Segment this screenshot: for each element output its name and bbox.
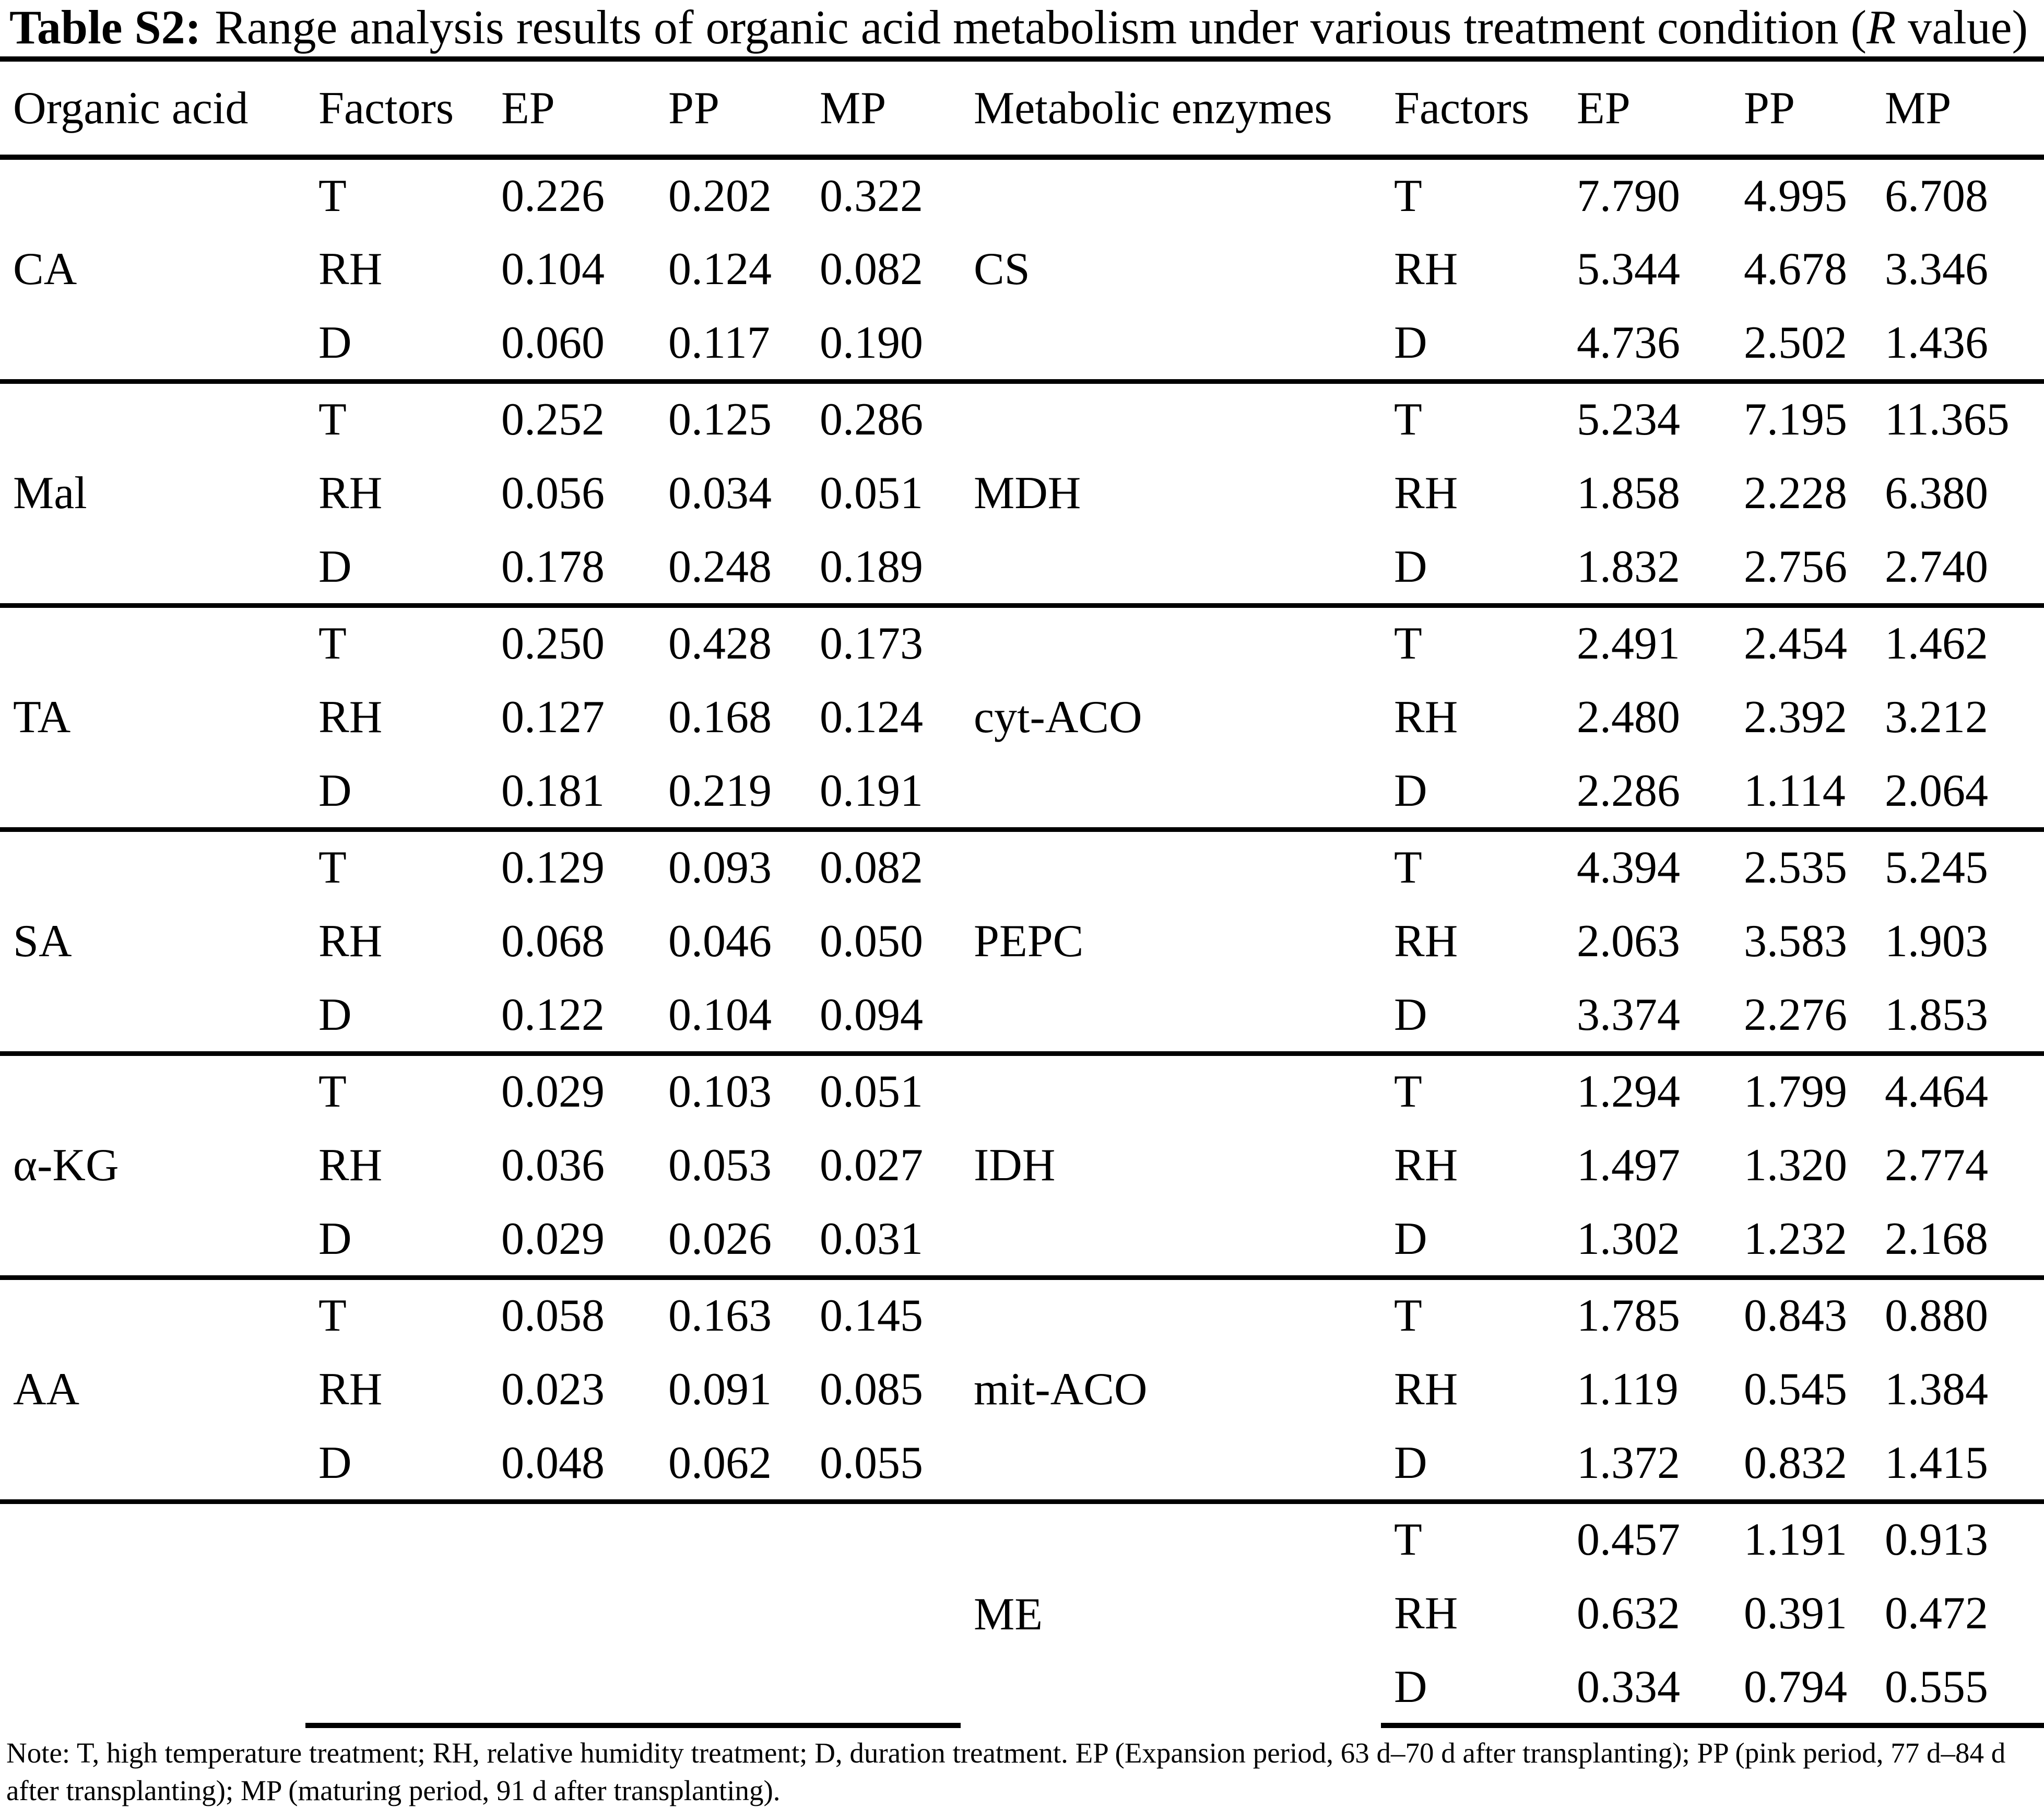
factor-cell: D bbox=[318, 1213, 352, 1264]
value-cell: 0.334 bbox=[1564, 1651, 1731, 1725]
table-title-label: Table S2: bbox=[9, 1, 202, 54]
value-cell: 0.168 bbox=[668, 692, 772, 743]
value-cell: 2.168 bbox=[1885, 1213, 1988, 1264]
factor-cell: D bbox=[318, 989, 352, 1040]
value-cell: 0.191 bbox=[820, 765, 923, 816]
factor-cell: RH bbox=[1394, 1364, 1458, 1415]
value-cell: 0.391 bbox=[1744, 1588, 1847, 1639]
value-cell: 6.380 bbox=[1885, 468, 1988, 519]
value-cell: 0.125 bbox=[655, 381, 807, 456]
factor-cell: D bbox=[1394, 765, 1427, 816]
organic-acid-label: SA bbox=[0, 829, 305, 1053]
organic-acid-label: Mal bbox=[0, 381, 305, 605]
value-cell: 4.678 bbox=[1744, 244, 1847, 295]
value-cell: 0.555 bbox=[1872, 1651, 2044, 1725]
factor-cell: RH bbox=[1394, 692, 1458, 743]
value-cell: 1.114 bbox=[1744, 765, 1846, 816]
organic-acid-label: AA bbox=[0, 1277, 305, 1501]
factor-cell: RH bbox=[318, 692, 383, 743]
value-cell: 0.832 bbox=[1744, 1437, 1847, 1488]
value-cell: 0.082 bbox=[807, 829, 961, 904]
value-cell: 0.053 bbox=[668, 1140, 772, 1191]
value-cell: 0.029 bbox=[501, 1213, 605, 1264]
value-cell: 0.124 bbox=[820, 692, 923, 743]
value-cell: 0.190 bbox=[820, 317, 923, 368]
value-cell: 3.212 bbox=[1885, 692, 1988, 743]
value-cell: 0.031 bbox=[820, 1213, 923, 1264]
value-cell: 0.219 bbox=[668, 765, 772, 816]
factor-cell: D bbox=[1394, 1437, 1427, 1488]
value-cell: 3.374 bbox=[1577, 989, 1680, 1040]
organic-acid-label bbox=[0, 1501, 305, 1725]
col-header-factors-right: Factors bbox=[1381, 59, 1564, 157]
value-cell: 0.094 bbox=[820, 989, 923, 1040]
organic-acid-label: TA bbox=[0, 605, 305, 829]
value-cell: 0.472 bbox=[1885, 1588, 1988, 1639]
factor-cell: RH bbox=[1394, 244, 1458, 295]
enzyme-label: IDH bbox=[961, 1053, 1381, 1277]
factor-cell: D bbox=[1394, 541, 1427, 592]
value-cell: 2.774 bbox=[1885, 1140, 1988, 1191]
value-cell: 2.535 bbox=[1731, 829, 1872, 904]
factor-cell: T bbox=[305, 1277, 488, 1352]
table-row bbox=[0, 829, 2044, 904]
factor-cell: T bbox=[305, 1053, 488, 1128]
value-cell: 1.384 bbox=[1885, 1364, 1988, 1415]
factor-cell: D bbox=[1381, 1651, 1564, 1725]
value-cell: 4.464 bbox=[1872, 1053, 2044, 1128]
value-cell: 1.372 bbox=[1577, 1437, 1680, 1488]
value-cell: 0.913 bbox=[1872, 1501, 2044, 1576]
value-cell: 1.302 bbox=[1577, 1213, 1680, 1264]
factor-cell: RH bbox=[1394, 468, 1458, 519]
factor-cell: T bbox=[305, 157, 488, 232]
value-cell: 0.843 bbox=[1731, 1277, 1872, 1352]
value-cell: 1.191 bbox=[1731, 1501, 1872, 1576]
value-cell: 0.058 bbox=[488, 1277, 655, 1352]
value-cell: 1.415 bbox=[1885, 1437, 1988, 1488]
factor-cell: RH bbox=[318, 468, 383, 519]
value-cell: 0.632 bbox=[1577, 1588, 1680, 1639]
value-cell: 0.068 bbox=[501, 916, 605, 967]
value-cell: 0.545 bbox=[1744, 1364, 1847, 1415]
factor-cell: RH bbox=[1394, 916, 1458, 967]
factor-cell: D bbox=[318, 765, 352, 816]
value-cell: 1.903 bbox=[1885, 916, 1988, 967]
factor-cell: T bbox=[305, 381, 488, 456]
value-cell: 0.051 bbox=[820, 468, 923, 519]
factor-cell: T bbox=[305, 829, 488, 904]
enzyme-label: CS bbox=[961, 157, 1381, 381]
factor-cell bbox=[305, 1651, 488, 1725]
factor-cell: RH bbox=[318, 1140, 383, 1191]
factor-cell: RH bbox=[318, 1364, 383, 1415]
value-cell: 0.026 bbox=[668, 1213, 772, 1264]
value-cell: 3.583 bbox=[1744, 916, 1847, 967]
factor-cell: RH bbox=[318, 244, 383, 295]
factor-cell: D bbox=[1394, 989, 1427, 1040]
value-cell: 0.189 bbox=[820, 541, 923, 592]
value-cell: 4.394 bbox=[1564, 829, 1731, 904]
value-cell: 0.104 bbox=[501, 244, 605, 295]
enzyme-label: mit-ACO bbox=[961, 1277, 1381, 1501]
value-cell: 0.202 bbox=[655, 157, 807, 232]
table-row bbox=[0, 1501, 2044, 1576]
factor-cell: T bbox=[1381, 1501, 1564, 1576]
value-cell: 0.129 bbox=[488, 829, 655, 904]
value-cell: 7.195 bbox=[1731, 381, 1872, 456]
factor-cell: D bbox=[1394, 317, 1427, 368]
value-cell: 5.245 bbox=[1872, 829, 2044, 904]
value-cell: 1.497 bbox=[1577, 1140, 1680, 1191]
col-header-factors-left: Factors bbox=[305, 59, 488, 157]
factor-cell: T bbox=[305, 605, 488, 680]
value-cell: 0.103 bbox=[655, 1053, 807, 1128]
value-cell: 0.060 bbox=[501, 317, 605, 368]
value-cell: 1.232 bbox=[1744, 1213, 1847, 1264]
value-cell: 0.023 bbox=[501, 1364, 605, 1415]
factor-cell: D bbox=[318, 541, 352, 592]
table-row bbox=[0, 381, 2044, 456]
factor-cell: D bbox=[318, 1437, 352, 1488]
value-cell: 0.250 bbox=[488, 605, 655, 680]
value-cell: 2.756 bbox=[1744, 541, 1847, 592]
value-cell: 2.502 bbox=[1744, 317, 1847, 368]
value-cell: 0.428 bbox=[655, 605, 807, 680]
col-header-pp-left: PP bbox=[655, 59, 807, 157]
value-cell: 0.248 bbox=[668, 541, 772, 592]
value-cell: 1.858 bbox=[1577, 468, 1680, 519]
value-cell: 2.491 bbox=[1564, 605, 1731, 680]
enzyme-label: PEPC bbox=[961, 829, 1381, 1053]
value-cell: 0.104 bbox=[668, 989, 772, 1040]
factor-cell: RH bbox=[1394, 1140, 1458, 1191]
value-cell: 0.056 bbox=[501, 468, 605, 519]
factor-cell: T bbox=[1381, 157, 1564, 232]
value-cell: 4.995 bbox=[1731, 157, 1872, 232]
table-title-r-italic: R bbox=[1866, 1, 1896, 54]
value-cell: 0.122 bbox=[501, 989, 605, 1040]
value-cell: 7.790 bbox=[1564, 157, 1731, 232]
table-title-suffix: value) bbox=[1896, 1, 2028, 54]
value-cell: 0.178 bbox=[501, 541, 605, 592]
value-cell: 1.853 bbox=[1885, 989, 1988, 1040]
value-cell: 4.736 bbox=[1577, 317, 1680, 368]
factor-cell: RH bbox=[318, 916, 383, 967]
factor-cell: D bbox=[318, 317, 352, 368]
value-cell: 0.062 bbox=[668, 1437, 772, 1488]
value-cell: 3.346 bbox=[1885, 244, 1988, 295]
table-title bbox=[0, 0, 2044, 54]
value-cell: 0.794 bbox=[1731, 1651, 1872, 1725]
value-cell: 2.286 bbox=[1577, 765, 1680, 816]
organic-acid-label: α-KG bbox=[0, 1053, 305, 1277]
col-header-ep-left: EP bbox=[488, 59, 655, 157]
table-title-text: Range analysis results of organic acid metabolism under various treatment condition ( bbox=[215, 1, 1867, 54]
organic-acid-label: CA bbox=[0, 157, 305, 381]
enzyme-label: cyt-ACO bbox=[961, 605, 1381, 829]
value-cell: 11.365 bbox=[1872, 381, 2044, 456]
value-cell: 1.785 bbox=[1564, 1277, 1731, 1352]
value-cell: 6.708 bbox=[1872, 157, 2044, 232]
col-header-pp-right: PP bbox=[1731, 59, 1872, 157]
value-cell: 2.228 bbox=[1744, 468, 1847, 519]
enzyme-label: ME bbox=[961, 1501, 1381, 1725]
value-cell: 0.124 bbox=[668, 244, 772, 295]
header-row bbox=[0, 59, 2044, 157]
value-cell: 0.091 bbox=[668, 1364, 772, 1415]
value-cell: 5.234 bbox=[1564, 381, 1731, 456]
table-row bbox=[0, 1053, 2044, 1128]
factor-cell: T bbox=[1381, 829, 1564, 904]
value-cell: 0.046 bbox=[668, 916, 772, 967]
value-cell: 2.740 bbox=[1885, 541, 1988, 592]
value-cell: 0.050 bbox=[820, 916, 923, 967]
value-cell: 0.029 bbox=[488, 1053, 655, 1128]
value-cell: 0.145 bbox=[807, 1277, 961, 1352]
value-cell bbox=[655, 1576, 807, 1651]
value-cell: 0.322 bbox=[807, 157, 961, 232]
factor-cell bbox=[305, 1501, 488, 1576]
col-header-ep-right: EP bbox=[1564, 59, 1731, 157]
value-cell: 0.457 bbox=[1564, 1501, 1731, 1576]
value-cell: 2.480 bbox=[1577, 692, 1680, 743]
value-cell: 1.462 bbox=[1872, 605, 2044, 680]
value-cell bbox=[488, 1651, 655, 1725]
value-cell: 0.048 bbox=[501, 1437, 605, 1488]
table-row bbox=[0, 157, 2044, 232]
value-cell: 0.226 bbox=[488, 157, 655, 232]
table-footnote: Note: T, high temperature treatment; RH, relative humidity treatment; D, duration treatment. EP (Expansion period, 63 d–70 d after transplanting); PP (pink period, 77 d–84 d after transplanting); MP (maturing period, 91 d after transplanting). bbox=[6, 1737, 2006, 1806]
table-row bbox=[0, 605, 2044, 680]
value-cell bbox=[807, 1576, 961, 1651]
factor-cell: T bbox=[1381, 605, 1564, 680]
value-cell: 0.051 bbox=[807, 1053, 961, 1128]
value-cell: 0.085 bbox=[820, 1364, 923, 1415]
value-cell: 0.055 bbox=[820, 1437, 923, 1488]
value-cell: 0.286 bbox=[807, 381, 961, 456]
value-cell: 2.276 bbox=[1744, 989, 1847, 1040]
factor-cell bbox=[305, 1576, 488, 1651]
value-cell: 2.392 bbox=[1744, 692, 1847, 743]
value-cell bbox=[655, 1501, 807, 1576]
value-cell: 2.454 bbox=[1731, 605, 1872, 680]
value-cell: 2.064 bbox=[1885, 765, 1988, 816]
value-cell bbox=[488, 1576, 655, 1651]
value-cell: 0.127 bbox=[501, 692, 605, 743]
value-cell: 1.119 bbox=[1577, 1364, 1679, 1415]
value-cell: 0.093 bbox=[655, 829, 807, 904]
value-cell: 1.294 bbox=[1564, 1053, 1731, 1128]
value-cell bbox=[655, 1651, 807, 1725]
factor-cell: D bbox=[1394, 1213, 1427, 1264]
range-analysis-table bbox=[0, 56, 2044, 1728]
value-cell: 0.082 bbox=[820, 244, 923, 295]
value-cell: 2.063 bbox=[1577, 916, 1680, 967]
value-cell: 0.034 bbox=[668, 468, 772, 519]
value-cell: 0.163 bbox=[655, 1277, 807, 1352]
factor-cell: T bbox=[1381, 1053, 1564, 1128]
value-cell: 1.799 bbox=[1731, 1053, 1872, 1128]
enzyme-label: MDH bbox=[961, 381, 1381, 605]
factor-cell: T bbox=[1381, 1277, 1564, 1352]
value-cell: 0.880 bbox=[1872, 1277, 2044, 1352]
value-cell: 0.036 bbox=[501, 1140, 605, 1191]
col-header-mp-left: MP bbox=[807, 59, 961, 157]
col-header-organic-acid: Organic acid bbox=[0, 59, 305, 157]
value-cell: 0.181 bbox=[501, 765, 605, 816]
value-cell bbox=[488, 1501, 655, 1576]
value-cell: 0.117 bbox=[668, 317, 770, 368]
value-cell: 0.173 bbox=[807, 605, 961, 680]
col-header-mp-right: MP bbox=[1872, 59, 2044, 157]
table-row bbox=[0, 1277, 2044, 1352]
value-cell: 1.832 bbox=[1577, 541, 1680, 592]
value-cell: 0.027 bbox=[820, 1140, 923, 1191]
value-cell: 5.344 bbox=[1577, 244, 1680, 295]
value-cell: 0.252 bbox=[488, 381, 655, 456]
value-cell: 1.320 bbox=[1744, 1140, 1847, 1191]
factor-cell: T bbox=[1381, 381, 1564, 456]
value-cell: 1.436 bbox=[1885, 317, 1988, 368]
factor-cell: RH bbox=[1394, 1588, 1458, 1639]
value-cell bbox=[807, 1501, 961, 1576]
value-cell bbox=[807, 1651, 961, 1725]
col-header-metabolic-enzymes: Metabolic enzymes bbox=[961, 59, 1381, 157]
